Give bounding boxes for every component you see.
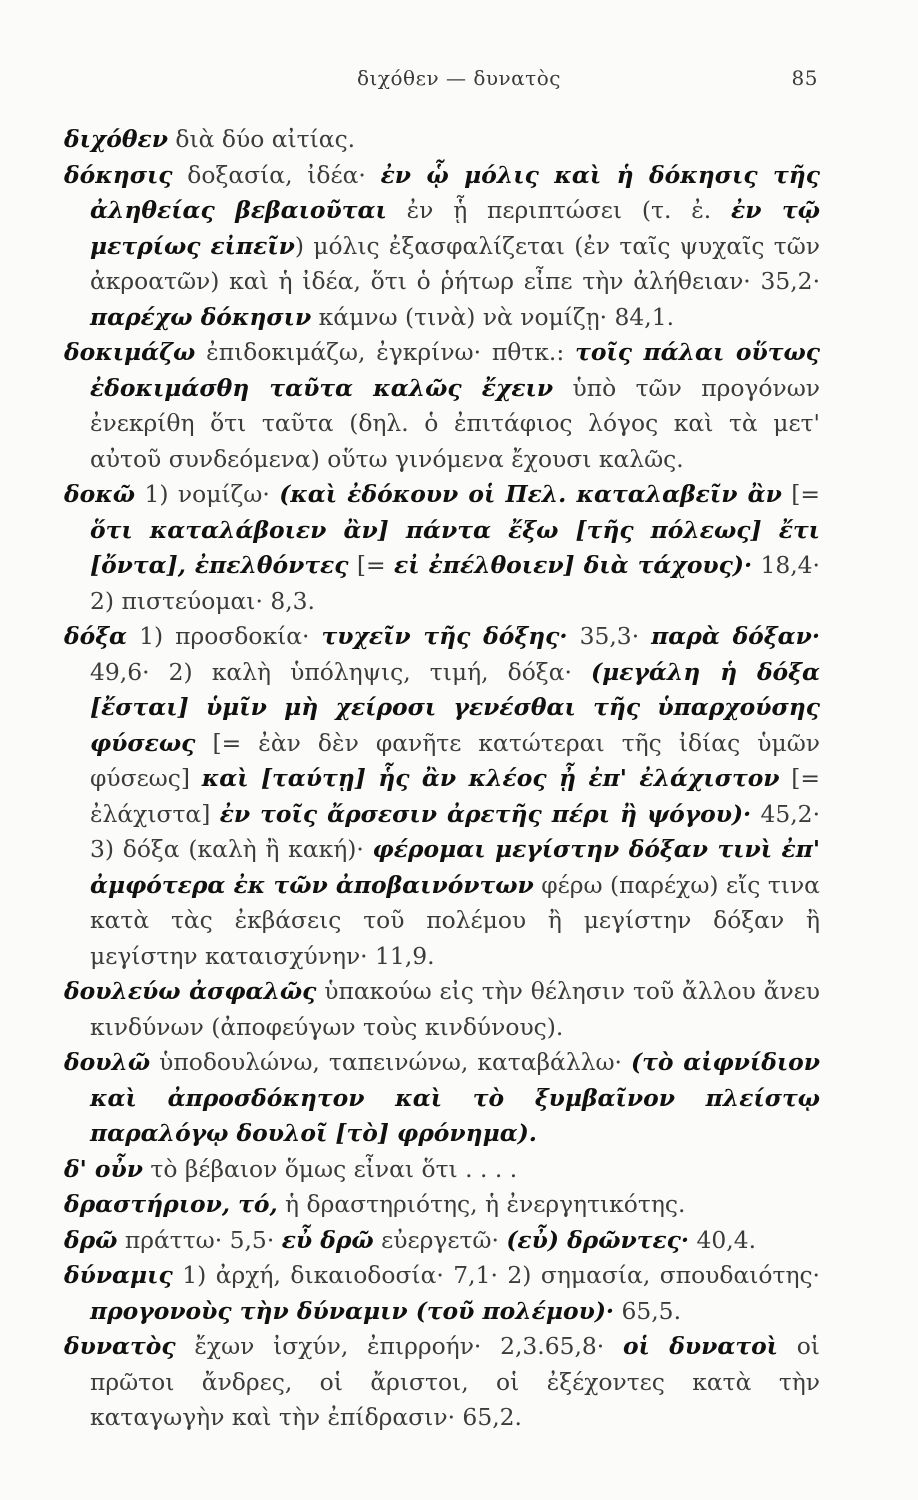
- entry-drasterion: [64, 1187, 820, 1223]
- entry-dokimazo: [64, 335, 820, 477]
- headword-text: δυνατὸς: [64, 1332, 176, 1360]
- gloss-text: ὑπὸ τῶν προγόνων ἐνεκρίθη ὅτι ταῦτα (δηλ. ὁ ἐπιτάφιος λόγος καὶ τὰ μετ' αὐτοῦ συνδεόμενα) οὕτω γινόμενα ἔχουσι καλῶς.: [90, 373, 821, 473]
- entry-doulo: [64, 1045, 820, 1152]
- gloss-text: 1) ἀρχή, δικαιοδοσία· 7,1· 2) σημασία, σπουδαιότης·: [172, 1261, 820, 1289]
- headword-text: δραστήριον, τό,: [64, 1190, 278, 1218]
- headword-text: δρῶ: [64, 1225, 118, 1254]
- headword-text: τοῖς πάλαι οὕτως ἐδοκιμάσθη ταῦτα καλῶς ἔχειν: [90, 338, 821, 402]
- headword-text: παρὰ δόξαν·: [651, 622, 821, 650]
- gloss-text: 1) προσδοκία·: [127, 622, 322, 650]
- headword-text: διχόθεν: [64, 125, 168, 153]
- gloss-text: 18,4· 2) πιστεύομαι· 8,3.: [90, 551, 820, 615]
- headword-text: εἰ ἐπέλθοιεν] διὰ τάχους)·: [394, 551, 753, 579]
- headword-text: δ' οὖν: [64, 1154, 143, 1183]
- headword-text: δοκιμάζω: [64, 338, 196, 366]
- entry-list: [64, 122, 820, 1436]
- gloss-text: 40,4.: [689, 1225, 757, 1254]
- gloss-text: [= ἐὰν δὲν φανῆτε κατώτεραι τῆς ἰδίας ὑμῶν φύσεως]: [90, 728, 820, 792]
- gloss-text: ἐν ᾗ περιπτώσει (τ. ἐ.: [386, 196, 732, 224]
- gloss-text: οἱ πρῶτοι ἄνδρες, οἱ ἄριστοι, οἱ ἐξέχοντες κατὰ τὴν καταγωγὴν καὶ τὴν ἐπίδρασιν· 65,2.: [90, 1332, 820, 1431]
- entry-doko: [64, 477, 820, 619]
- headword-text: παρέχω δόκησιν: [90, 302, 312, 331]
- gloss-text: 45,2· 3) δόξα (καλὴ ἢ κακή)·: [90, 799, 820, 863]
- entry-dynatos: [64, 1329, 820, 1436]
- gloss-text: 35,3·: [567, 622, 652, 650]
- headword-text: φέρομαι μεγίστην δόξαν τινὶ ἐπ' ἀμφότερα ἐκ τῶν ἀποβαινόντων: [90, 835, 820, 899]
- running-head: [0, 66, 918, 94]
- headword-text: ἐν τοῖς ἄρσεσιν ἀρετῆς πέρι ἢ ψόγου)·: [219, 799, 752, 828]
- headword-text: δόξα: [64, 622, 128, 650]
- entry-douleuo: [64, 974, 820, 1045]
- headword-text: (εὖ) δρῶντες·: [506, 1225, 690, 1254]
- entry-dichothen: [64, 122, 820, 158]
- headword-text: δόκησις: [64, 160, 173, 189]
- headword-text: καὶ [ταύτῃ] ἧς ἂν κλέος ᾖ ἐπ' ἐλάχιστον: [201, 764, 780, 792]
- headword-text: (μεγάλη ἡ δόξα [ἔσται] ὑμῖν μὴ χείροσι γενέσθαι τῆς ὑπαρχούσης φύσεως: [90, 657, 820, 757]
- entry-dynamis: [64, 1258, 820, 1329]
- gloss-text: 1) νομίζω·: [135, 480, 280, 508]
- gloss-text: [=: [348, 551, 394, 579]
- entry-d-oun: [64, 1152, 820, 1188]
- headword-text: δουλῶ: [64, 1048, 151, 1076]
- gloss-text: [= ἐλάχιστα]: [90, 764, 820, 828]
- gloss-text: 49,6· 2) καλὴ ὑπόληψις, τιμή, δόξα·: [90, 657, 592, 686]
- headword-text: (καὶ ἐδόκουν οἱ Πελ. καταλαβεῖν ἂν: [279, 480, 782, 508]
- gloss-text: ὑποδουλώνω, ταπεινώνω, καταβάλλω·: [150, 1048, 632, 1076]
- headword-text: ἐν ᾧ μόλις καὶ ἡ δόκησις τῆς ἀληθείας βεβαιοῦται: [90, 160, 821, 224]
- headword-text: (τὸ αἰφνίδιον καὶ ἀπροσδόκητον καὶ τὸ ξυμβαῖνον πλείστῳ παραλόγῳ δουλοῖ [τὸ] φρόνημα).: [90, 1048, 820, 1147]
- headword-text: ἐν τῷ μετρίως εἰπεῖν: [90, 196, 820, 260]
- headword-text: εὖ δρῶ: [281, 1225, 374, 1254]
- gloss-text: τὸ βέβαιον ὅμως εἶναι ὅτι . . . .: [142, 1154, 518, 1183]
- gloss-text: [=: [781, 480, 820, 508]
- headword-text: δοκῶ: [64, 480, 136, 508]
- entry-dro: [64, 1223, 820, 1259]
- entry-doxa: [64, 619, 820, 974]
- gloss-text: ἡ δραστηριότης, ἡ ἐνεργητικότης.: [277, 1190, 686, 1218]
- headword-text: δουλεύω ἀσφαλῶς: [64, 977, 317, 1005]
- gloss-text: φέρω (παρέχω) εἴς τινα κατὰ τὰς ἐκβάσεις τοῦ πολέμου ἢ μεγίστην δόξαν ἢ μεγίστην καταισχύνην· 11,9.: [90, 870, 820, 970]
- headword-text: ὅτι καταλάβοιεν ἂν] πάντα ἔξω [τῆς πόλεως] ἔτι [ὄντα], ἐπελθόντες: [90, 515, 820, 579]
- gloss-text: διὰ δύο αἰτίας.: [167, 125, 356, 153]
- gloss-text: ἐπιδοκιμάζω, ἐγκρίνω· πθτκ.:: [195, 338, 576, 366]
- headword-text: προγονοὺς τὴν δύναμιν (τοῦ πολέμου)·: [90, 1296, 615, 1325]
- gloss-text: ἔχων ἰσχύν, ἐπιρροήν· 2,3.65,8·: [175, 1332, 623, 1360]
- page-number: 85: [791, 66, 818, 90]
- headword-text: δύναμις: [64, 1261, 173, 1289]
- running-title: διχόθεν — δυνατὸς: [357, 66, 561, 90]
- headword-text: τυχεῖν τῆς δόξης·: [321, 622, 568, 650]
- gloss-text: ) μόλις ἐξασφαλίζεται (ἐν ταῖς ψυχαῖς τῶν ἀκροατῶν) καὶ ἡ ἰδέα, ὅτι ὁ ῥήτωρ εἶπε τὴν ἀλήθειαν· 35,2·: [90, 231, 820, 295]
- gloss-text: κάμνω (τινὰ) νὰ νομίζῃ· 84,1.: [311, 302, 675, 331]
- gloss-text: δοξασία, ἰδέα·: [172, 160, 381, 189]
- entry-dokesis: [64, 158, 820, 336]
- gloss-text: ὑπακούω εἰς τὴν θέλησιν τοῦ ἄλλου ἄνευ κινδύνων (ἀποφεύγων τοὺς κινδύνους).: [90, 977, 820, 1041]
- headword-text: οἱ δυνατοὶ: [622, 1332, 778, 1360]
- gloss-text: πράττω· 5,5·: [117, 1225, 282, 1254]
- gloss-text: 65,5.: [614, 1296, 681, 1325]
- gloss-text: εὐεργετῶ·: [373, 1225, 507, 1254]
